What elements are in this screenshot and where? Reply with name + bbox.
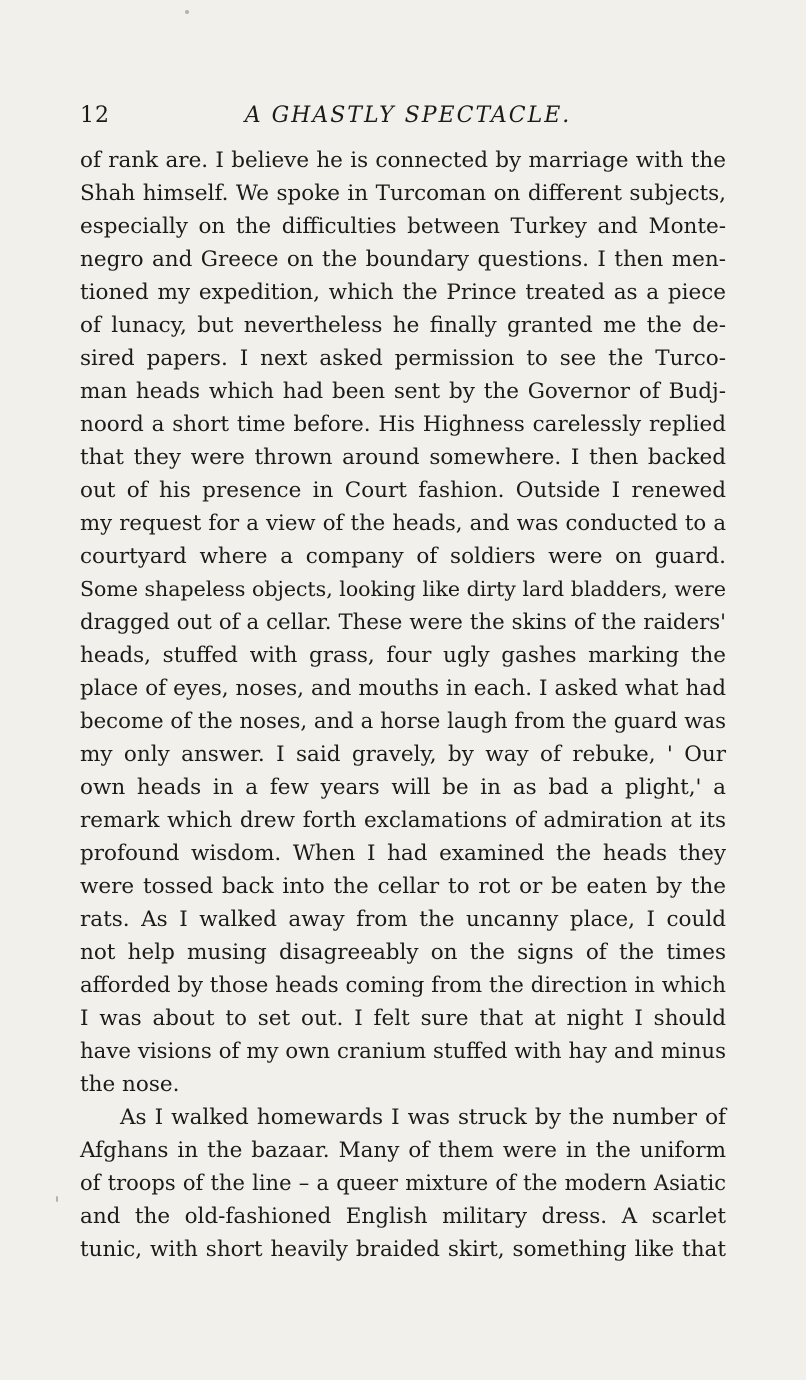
text-line: negro and Greece on the boundary questions. I then men- xyxy=(80,247,726,272)
text-line: profound wisdom. When I had examined the heads they xyxy=(80,841,726,866)
text-line: that they were thrown around somewhere. I then backed xyxy=(80,445,726,470)
text-line: dragged out of a cellar. These were the skins of the raiders' xyxy=(80,610,726,635)
text-line: of troops of the line – a queer mixture of the modern Asiatic xyxy=(80,1171,726,1195)
paper-speck xyxy=(185,10,189,14)
text-line: heads, stuffed with grass, four ugly gashes marking the xyxy=(80,643,726,668)
text-line: of lunacy, but nevertheless he finally granted me the de- xyxy=(80,313,726,338)
text-line: sired papers. I next asked permission to see the Turco- xyxy=(80,346,726,371)
text-line: afforded by those heads coming from the direction in which xyxy=(80,973,726,998)
text-line: noord a short time before. His Highness carelessly replied xyxy=(80,412,726,437)
text-line: place of eyes, noses, and mouths in each. I asked what had xyxy=(80,676,726,701)
text-line: remark which drew forth exclamations of admiration at its xyxy=(80,808,726,833)
text-line: of rank are. I believe he is connected by marriage with the xyxy=(80,148,726,173)
text-line: Shah himself. We spoke in Turcoman on different subjects, xyxy=(80,181,726,206)
text-line: have visions of my own cranium stuffed with hay and minus xyxy=(80,1039,726,1064)
text-line: and the old-fashioned English military dress. A scarlet xyxy=(80,1204,726,1229)
text-line: especially on the difficulties between Turkey and Monte- xyxy=(80,214,726,239)
text-line: out of his presence in Court fashion. Outside I renewed xyxy=(80,478,726,503)
body-text xyxy=(80,144,726,1266)
text-line: own heads in a few years will be in as bad a plight,' a xyxy=(80,775,726,800)
text-line: tioned my expedition, which the Prince treated as a piece xyxy=(80,280,726,305)
text-line: man heads which had been sent by the Governor of Budj- xyxy=(80,379,726,404)
text-line: my only answer. I said gravely, by way of rebuke, ' Our xyxy=(80,742,726,767)
text-line: I was about to set out. I felt sure that at night I should xyxy=(80,1006,726,1031)
text-line: rats. As I walked away from the uncanny place, I could xyxy=(80,907,726,932)
text-line: courtyard where a company of soldiers were on guard. xyxy=(80,544,726,569)
text-line: my request for a view of the heads, and was conducted to a xyxy=(80,511,726,536)
text-line: become of the noses, and a horse laugh from the guard was xyxy=(80,709,726,734)
page-header-title: A GHASTLY SPECTACLE. xyxy=(244,103,572,128)
running-head xyxy=(80,98,726,134)
text-line: Afghans in the bazaar. Many of them were in the uniform xyxy=(80,1138,726,1163)
paragraph-end-line: the nose. xyxy=(80,1072,180,1097)
text-line: tunic, with short heavily braided skirt, something like that xyxy=(80,1237,726,1262)
page-number: 12 xyxy=(80,103,110,128)
text-line: not help musing disagreeably on the signs of the times xyxy=(80,940,726,965)
paper-speck xyxy=(56,1196,58,1202)
text-line: were tossed back into the cellar to rot or be eaten by the xyxy=(80,874,726,899)
text-line: Some shapeless objects, looking like dirty lard bladders, were xyxy=(80,577,726,601)
paragraph-start-line: As I walked homewards I was struck by the number of xyxy=(120,1105,726,1130)
